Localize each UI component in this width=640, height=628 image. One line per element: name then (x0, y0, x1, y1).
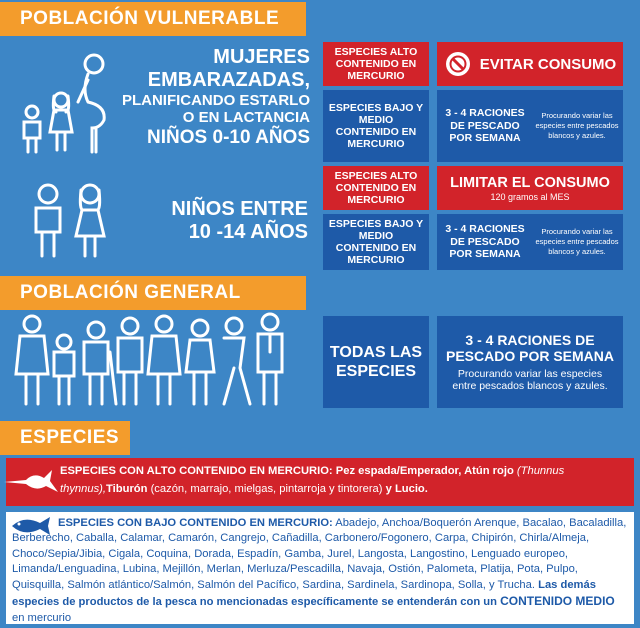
section-vulnerable-title: POBLACIÓN VULNERABLE (20, 8, 280, 29)
group1-title-line: EMBARAZADAS, (147, 69, 310, 91)
group1-high-advice-text: EVITAR CONSUMO (479, 55, 617, 73)
species-high-panel (6, 458, 634, 506)
swordfish-icon (2, 466, 60, 496)
species-high-list-4: y Lucio. (385, 482, 428, 495)
no-entry-icon (444, 50, 472, 78)
group3-label-text: TODAS LAS ESPECIES (329, 343, 423, 380)
group3-advice-text: 3 - 4 RACIONES DE PESCADO POR SEMANA (445, 331, 615, 364)
species-low-closing-2: CONTENIDO MEDIO (500, 594, 615, 609)
species-high-text (60, 463, 630, 499)
section-species-title: ESPECIES (20, 427, 120, 448)
section-species-tab (0, 421, 130, 455)
species-high-latin: (Thunnus thynnus), (60, 465, 565, 495)
group2-low-label (323, 214, 429, 270)
group1-low-advice (437, 90, 623, 162)
species-high-list-1: Pez espada/Emperador, Atún rojo (335, 465, 514, 477)
group1-title-line: NIÑOS 0-10 AÑOS (147, 126, 310, 148)
group2-high-note: 120 gramos al MES (490, 191, 570, 202)
group3-label (323, 316, 429, 408)
group1-title-line: MUJERES (213, 46, 310, 68)
group1-low-label (323, 90, 429, 162)
group2-low-label-text: ESPECIES BAJO Y MEDIO CONTENIDO EN MERCURIO (328, 217, 424, 267)
group1-low-note: Procurando variar las especies entre pescados blancos y azules. (535, 110, 619, 141)
group1-title-line: PLANIFICANDO ESTARLO (121, 92, 310, 109)
group2-title (120, 198, 308, 244)
group1-low-advice-text: 3 - 4 RACIONES DE PESCADO POR SEMANA (445, 107, 525, 145)
group1-title-line: O EN LACTANCIA (182, 109, 310, 127)
species-low-heading: ESPECIES CON BAJO CONTENIDO EN MERCURIO: (58, 517, 333, 529)
section-general-title: POBLACIÓN GENERAL (20, 282, 241, 303)
group1-high-label-text: ESPECIES ALTO CONTENIDO EN MERCURIO (334, 45, 418, 83)
group1-title (110, 46, 310, 148)
section-general-tab (0, 276, 306, 310)
family-icon (14, 50, 114, 155)
species-low-closing-1: Las demás especies de productos de la pesca no mencionadas específicamente se entenderán con un (12, 578, 596, 609)
group2-high-label (323, 166, 429, 210)
group2-high-advice-text: LIMITAR EL CONSUMO (450, 174, 610, 191)
group1-low-label-text: ESPECIES BAJO Y MEDIO CONTENIDO EN MERCURIO (328, 101, 424, 151)
species-low-list: Abadejo, Anchoa/Boquerón Arenque, Bacalao, Bacaladilla, Berberecho, Caballa, Calamar, Camarón, Cangrejo, Cañadilla, Carbonero/Fogonero, Carpa, Chipirón, Chirla/Almeja, Choco/Sepia/Jibia, Cigala, Coquina, Dorada, Espadín, Gamba, Jurel, Langosta, Langostino, Lenguado europeo, Limanda/Lenguadina, Lubina, Mejillón, Merlan, Merluza/Pescadilla, Navaja, Ostión, Palometa, Platija, Pota, Pulpo, Quisquilla, Salmón atlántico/Salmón, Salmón del Pacífico, Sardina, Sardinela, Sardinopa, Solla, y Trucha. (12, 517, 627, 591)
group2-low-advice-text: 3 - 4 RACIONES DE PESCADO POR SEMANA (445, 223, 525, 261)
species-low-panel (6, 512, 634, 624)
species-low-closing-3: en mercurio (12, 611, 72, 624)
people-group-icon (12, 312, 292, 408)
group2-title-line: NIÑOS ENTRE (171, 198, 308, 220)
group2-high-label-text: ESPECIES ALTO CONTENIDO EN MERCURIO (334, 169, 418, 207)
section-vulnerable-tab (0, 2, 306, 36)
group3-advice (437, 316, 623, 408)
group2-title-line: 10 -14 AÑOS (188, 221, 308, 243)
children-icon (26, 180, 116, 260)
group1-high-label (323, 42, 429, 86)
species-high-heading: ESPECIES CON ALTO CONTENIDO EN MERCURIO: (60, 465, 333, 477)
species-high-list-2: Tiburón (106, 482, 148, 495)
group1-high-advice (437, 42, 623, 86)
group2-high-advice (437, 166, 623, 210)
group3-note: Procurando variar las especies entre pescados blancos y azules. (452, 368, 608, 393)
species-low-text (12, 516, 628, 626)
group2-low-note: Procurando variar las especies entre pescados blancos y azules. (535, 226, 619, 257)
species-high-list-3: (cazón, marrajo, mielgas, pintarroja y tintorera) (150, 482, 383, 495)
group2-low-advice (437, 214, 623, 270)
